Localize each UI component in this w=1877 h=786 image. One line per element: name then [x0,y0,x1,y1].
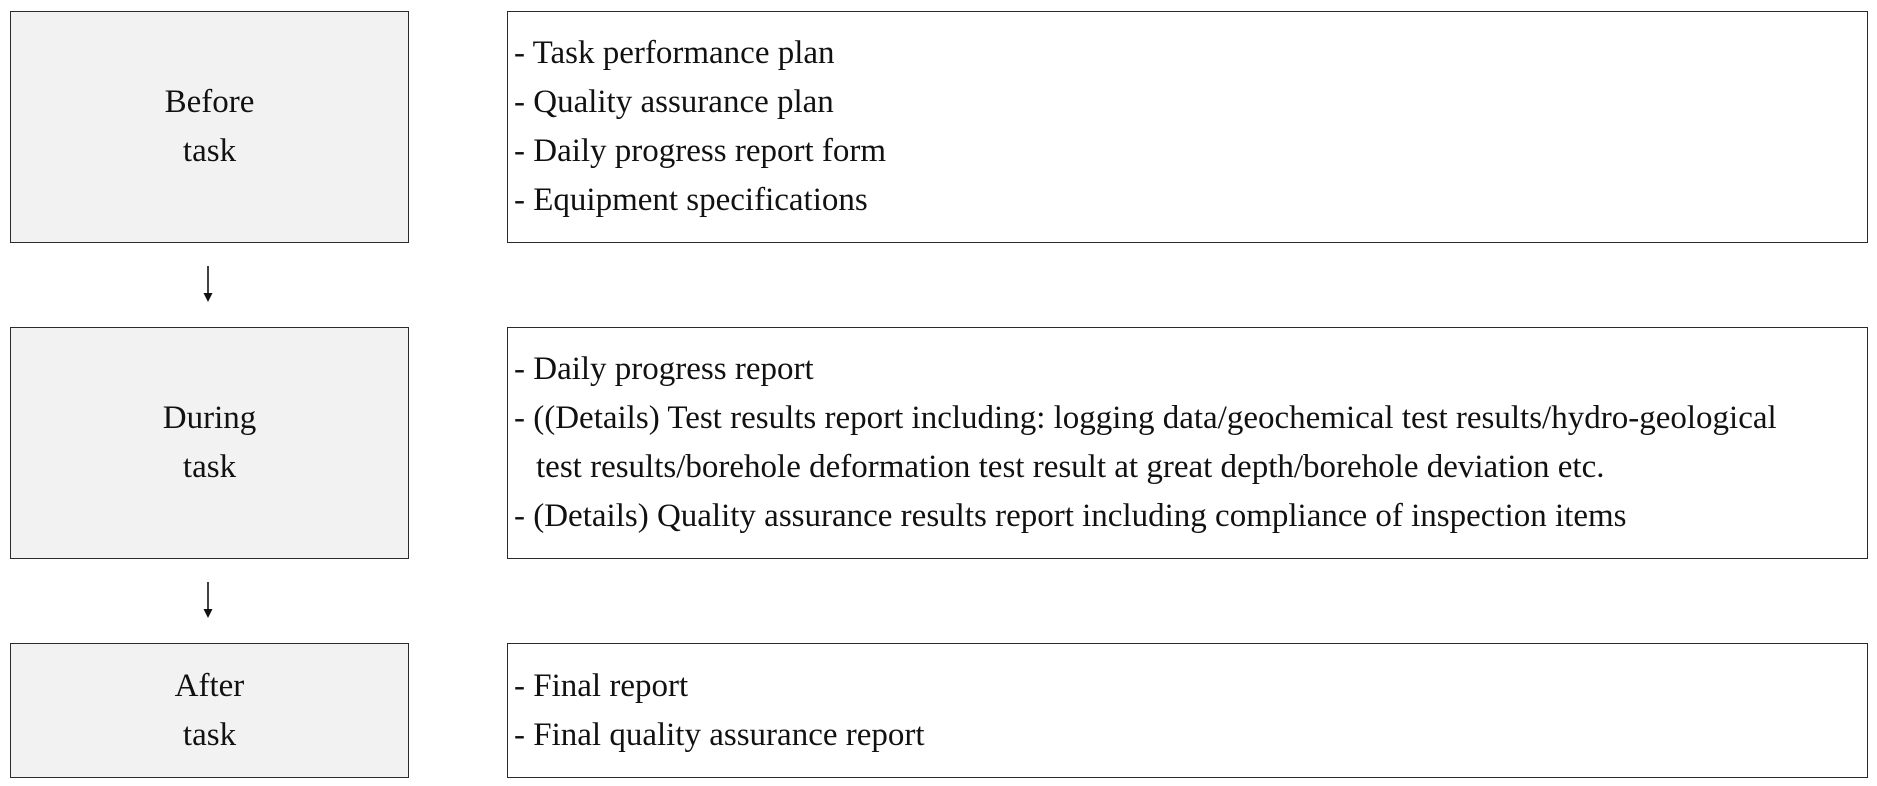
stage-label-line2: task [182,716,237,753]
deliverables-list [508,345,1777,541]
list-item: - (Details) Quality assurance results report including compliance of inspection items [514,498,1627,534]
list-item: - Final quality assurance report [514,716,925,753]
description-box-before-task [507,11,1868,243]
list-item: - Quality assurance plan [514,84,834,120]
list-item: - Daily progress report form [514,133,887,169]
stage-label-line1: During [162,400,257,436]
stage-label-line1: After [174,667,245,704]
stage-label-line2: task [182,133,237,169]
stage-box-during-task [10,327,409,559]
list-item: - ((Details) Test results report including: logging data/geochemical test results/hydro-geological [514,400,1777,436]
deliverables-list [508,662,925,760]
list-item: - Daily progress report [514,351,814,387]
stage-label-line1: Before [164,84,255,120]
arrow-down-icon [193,264,223,304]
description-box-after-task [507,643,1868,778]
list-item: - Final report [514,667,689,704]
list-item: - Equipment specifications [514,182,868,218]
stage-box-before-task [10,11,409,243]
stage-box-after-task [10,643,409,778]
list-item: - Task performance plan [514,35,835,71]
list-item-continuation: test results/borehole deformation test result at great depth/borehole deviation etc. [536,449,1605,485]
stage-label-line2: task [182,449,237,485]
description-box-during-task [507,327,1868,559]
arrow-down-icon [193,580,223,620]
deliverables-list [508,29,886,225]
